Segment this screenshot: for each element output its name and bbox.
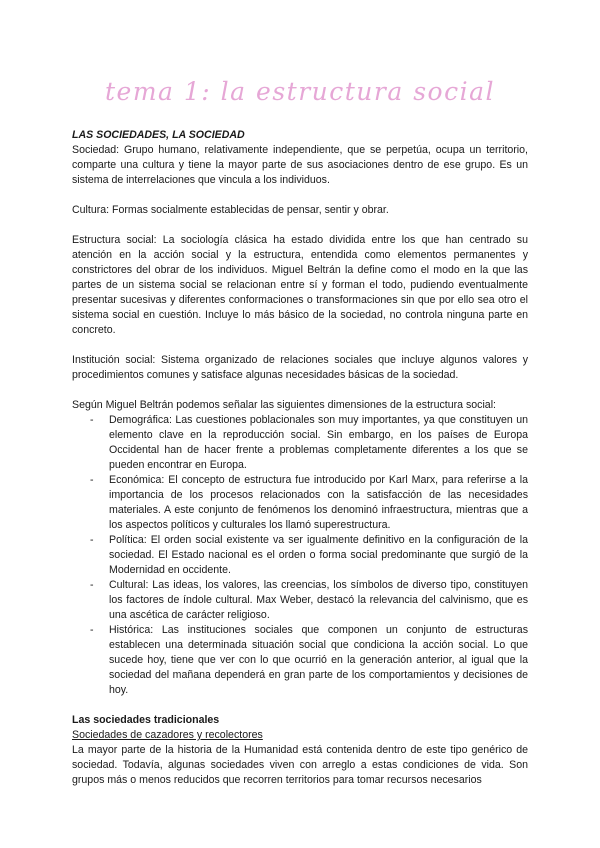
list-item-text: Histórica: Las instituciones sociales que componen un conjunto de estructuras establecen una determinada situación social que condiciona la acción social. Lo que sucede hoy, tiene que ver con lo que ocurrió en la generación anterior, al igual que la sociedad del mañana dependerá en gran parte de los comportamientos y decisiones de hoy. [109,624,528,696]
dash-bullet: - [90,474,94,486]
list-item-text: Económica: El concepto de estructura fue introducido por Karl Marx, para referirse a la importancia de los procesos relacionados con la satisfacción de las necesidades materiales. A este conjunto de fenómenos los denominó infraestructura, mientras que a los aspectos políticos y culturales los llamó superestructura. [109,474,528,531]
list-item-text: Cultural: Las ideas, los valores, las creencias, los símbolos de diverso tipo, constituyen los factores de índole cultural. Max Weber, destacó la relevancia del calvinismo, que es una ascética de carácter religioso. [109,579,528,621]
list-item-text: Demográfica: Las cuestiones poblacionales son muy importantes, ya que constituyen un elemento clave en la reproducción social. Sin embargo, en los países de Europa Occidental han de hacer frente a problemas completamente diferentes a los que se pueden encontrar en Europa. [109,414,528,471]
section-heading-tradicionales: Las sociedades tradicionales [72,714,220,726]
paragraph-sociedad: Sociedad: Grupo humano, relativamente independiente, que se perpetúa, ocupa un territorio, comparte una cultura y tiene la mayor parte de sus asociaciones dentro de ese grupo. Es un sistema de interrelaciones que vincula a los individuos. [72,144,528,186]
page-title: tema 1: la estructura social [105,77,495,106]
list-item-text: Política: El orden social existente va ser igualmente definitivo en la configuración de la sociedad. El Estado nacional es el orden o forma social predominante que surgió de la Modernidad en occidente. [109,534,528,576]
dash-bullet: - [90,534,94,546]
paragraph-estructura: Estructura social: La sociología clásica ha estado dividida entre los que han centrado su atención en la acción social y la estructura, entendida como elementos permanentes y constrictores del obrar de los individuos. Miguel Beltrán la define como el modo en la que las partes de un sistema social se relacionan entre sí y forman el todo, pudiendo eventualmente presentar sucesivas y diferentes conformaciones o transformaciones sin que por ello sea otro el sistema social en cuestión. Incluye lo más básico de la sociedad, no controla ninguna parte en concreto. [72,234,528,336]
section-heading: LAS SOCIEDADES, LA SOCIEDAD [72,129,245,141]
subsection-heading: Sociedades de cazadores y recolectores [72,729,263,741]
dash-bullet: - [90,414,94,426]
list-item [72,578,528,623]
list-item [72,413,528,473]
dimensions-list [72,413,528,698]
list-item [72,623,528,698]
document-body [72,128,528,788]
paragraph-institucion: Institución social: Sistema organizado de relaciones sociales que incluye algunos valores y procedimientos comunes y satisface algunas necesidades básicas de la sociedad. [72,354,528,381]
dash-bullet: - [90,579,94,591]
paragraph-cultura: Cultura: Formas socialmente establecidas de pensar, sentir y obrar. [72,204,389,216]
list-item [72,533,528,578]
paragraph-intro-dimensiones: Según Miguel Beltrán podemos señalar las siguientes dimensiones de la estructura social: [72,399,496,411]
paragraph-cazadores: La mayor parte de la historia de la Humanidad está contenida dentro de este tipo genérico de sociedad. Todavía, algunas sociedades viven con arreglo a estas condiciones de vida. Son grupos más o menos reducidos que recorren territorios para tomar recursos necesarios [72,744,528,786]
list-item [72,473,528,533]
dash-bullet: - [90,624,94,636]
